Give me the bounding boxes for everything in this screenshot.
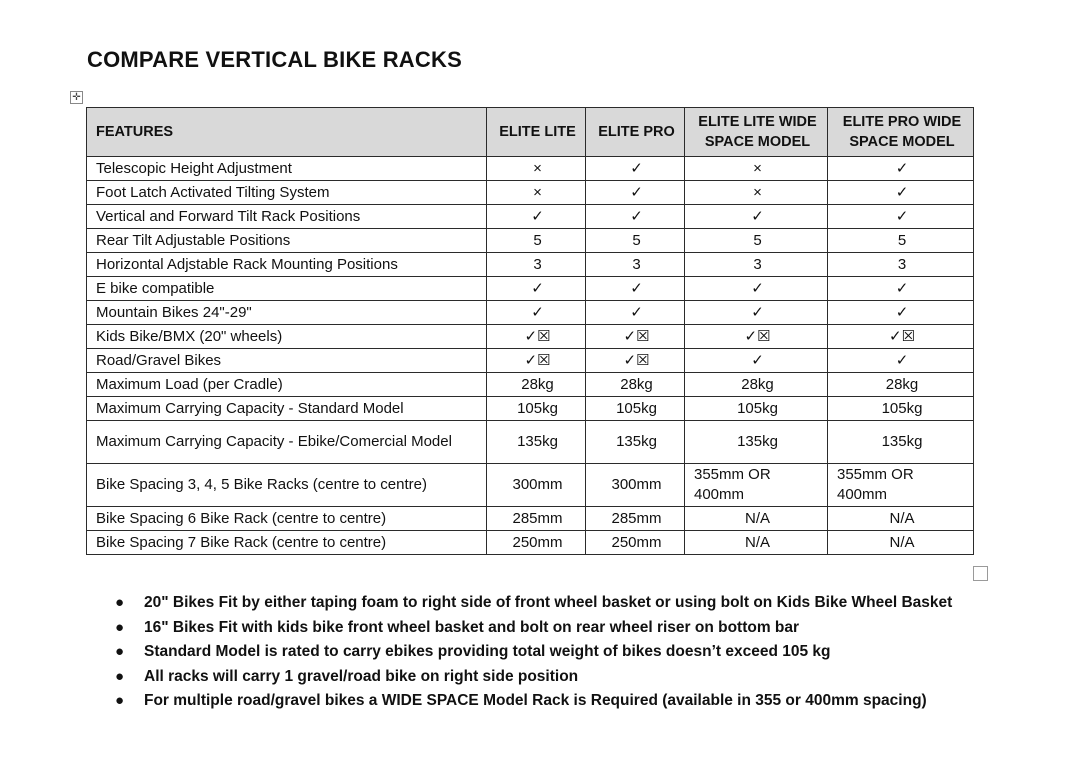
table-cell: 5	[828, 229, 974, 253]
note-text: For multiple road/gravel bikes a WIDE SPACE Model Rack is Required (available in 355 or 400mm spacing)	[144, 692, 927, 709]
feature-label: Rear Tilt Adjustable Positions	[87, 229, 487, 253]
table-cell: 300mm	[487, 464, 586, 507]
table-cell: ✓	[685, 277, 828, 301]
table-cell: ✓	[586, 157, 685, 181]
table-cell: ✓	[586, 205, 685, 229]
table-row	[87, 373, 974, 397]
table-cell: N/A	[828, 507, 974, 531]
table-cell: 135kg	[586, 421, 685, 464]
table-cell: 28kg	[586, 373, 685, 397]
table-cell: 355mm OR 400mm	[828, 464, 974, 507]
table-row	[87, 253, 974, 277]
table-row	[87, 397, 974, 421]
note-text: 16" Bikes Fit with kids bike front wheel basket and bolt on rear wheel riser on bottom bar	[144, 618, 800, 636]
bullet-icon: ●	[115, 594, 125, 611]
page-title: COMPARE VERTICAL BIKE RACKS	[87, 47, 462, 72]
table-cell: ✓☒	[586, 325, 685, 349]
table-row	[87, 277, 974, 301]
feature-label: Vertical and Forward Tilt Rack Positions	[87, 205, 487, 229]
table-cell: ×	[685, 157, 828, 181]
feature-label: Foot Latch Activated Tilting System	[87, 181, 487, 205]
table-cell: ✓	[828, 181, 974, 205]
table-cell: N/A	[685, 507, 828, 531]
table-cell: ×	[487, 181, 586, 205]
list-item	[113, 616, 952, 641]
table-cell: N/A	[685, 531, 828, 555]
table-resize-handle-icon[interactable]	[973, 566, 988, 581]
table-cell: ×	[487, 157, 586, 181]
feature-label: Bike Spacing 3, 4, 5 Bike Racks (centre to centre)	[87, 464, 487, 507]
note-text: All racks will carry 1 gravel/road bike on right side position	[144, 667, 579, 685]
table-cell: ✓	[828, 349, 974, 373]
feature-label: Maximum Carrying Capacity - Ebike/Comercial Model	[87, 421, 487, 464]
note-text: Standard Model is rated to carry ebikes providing total weight of bikes doesn’t exceed 105 kg	[144, 643, 831, 660]
notes-list	[113, 591, 952, 714]
table-cell: 300mm	[586, 464, 685, 507]
table-cell: 3	[828, 253, 974, 277]
table-cell: ✓	[586, 301, 685, 325]
table-cell: ✓	[828, 277, 974, 301]
table-cell: 105kg	[828, 397, 974, 421]
table-row	[87, 507, 974, 531]
table-cell: ×	[685, 181, 828, 205]
header-elite-lite-wide: ELITE LITE WIDE SPACE MODEL	[685, 108, 828, 157]
table-move-handle-icon[interactable]: ✛	[70, 91, 83, 104]
table-cell: 285mm	[487, 507, 586, 531]
bullet-icon: ●	[115, 643, 125, 660]
table-cell: 105kg	[487, 397, 586, 421]
header-elite-lite: ELITE LITE	[487, 108, 586, 157]
feature-label: E bike compatible	[87, 277, 487, 301]
feature-label: Mountain Bikes 24"-29"	[87, 301, 487, 325]
table-cell: 105kg	[586, 397, 685, 421]
table-cell: 250mm	[586, 531, 685, 555]
table-cell: 105kg	[685, 397, 828, 421]
feature-label: Bike Spacing 6 Bike Rack (centre to centre)	[87, 507, 487, 531]
header-elite-pro: ELITE PRO	[586, 108, 685, 157]
table-cell: 3	[685, 253, 828, 277]
feature-label: Telescopic Height Adjustment	[87, 157, 487, 181]
table-row	[87, 325, 974, 349]
table-cell: ✓☒	[828, 325, 974, 349]
feature-label: Horizontal Adjstable Rack Mounting Positions	[87, 253, 487, 277]
table-cell: 5	[487, 229, 586, 253]
table-cell: ✓	[685, 205, 828, 229]
table-row	[87, 157, 974, 181]
table-cell: 28kg	[487, 373, 586, 397]
table-cell: 285mm	[586, 507, 685, 531]
table-cell: ✓	[685, 301, 828, 325]
list-item	[113, 591, 952, 616]
feature-label: Maximum Carrying Capacity - Standard Model	[87, 397, 487, 421]
table-cell: 28kg	[685, 373, 828, 397]
table-row	[87, 181, 974, 205]
table-cell: 355mm OR 400mm	[685, 464, 828, 507]
list-item	[113, 689, 952, 714]
table-row	[87, 205, 974, 229]
bullet-icon: ●	[115, 692, 125, 709]
bullet-icon: ●	[115, 667, 125, 685]
table-cell: 3	[487, 253, 586, 277]
list-item	[113, 640, 952, 665]
header-elite-pro-wide: ELITE PRO WIDE SPACE MODEL	[828, 108, 974, 157]
table-row	[87, 421, 974, 464]
header-features: FEATURES	[87, 108, 487, 157]
feature-label: Kids Bike/BMX (20" wheels)	[87, 325, 487, 349]
table-row	[87, 301, 974, 325]
table-cell: N/A	[828, 531, 974, 555]
feature-label: Maximum Load (per Cradle)	[87, 373, 487, 397]
table-cell: ✓	[828, 205, 974, 229]
table-cell: ✓	[586, 181, 685, 205]
table-cell: ✓	[487, 277, 586, 301]
table-header-row	[87, 108, 974, 157]
note-text: 20" Bikes Fit by either taping foam to right side of front wheel basket or using bolt on Kids Bike Wheel Basket	[144, 594, 953, 611]
table-cell: 135kg	[685, 421, 828, 464]
table-cell: ✓	[487, 205, 586, 229]
table-cell: 5	[685, 229, 828, 253]
table-cell: 3	[586, 253, 685, 277]
table-cell: 135kg	[487, 421, 586, 464]
table-cell: ✓☒	[487, 349, 586, 373]
table-row	[87, 464, 974, 507]
table-row	[87, 229, 974, 253]
table-cell: 250mm	[487, 531, 586, 555]
feature-label: Bike Spacing 7 Bike Rack (centre to centre)	[87, 531, 487, 555]
table-cell: 135kg	[828, 421, 974, 464]
table-cell: ✓	[828, 301, 974, 325]
comparison-table	[86, 107, 974, 555]
list-item	[113, 665, 952, 690]
table-row	[87, 531, 974, 555]
bullet-icon: ●	[115, 618, 125, 636]
table-cell: ✓☒	[487, 325, 586, 349]
feature-label: Road/Gravel Bikes	[87, 349, 487, 373]
table-cell: 5	[586, 229, 685, 253]
table-cell: ✓☒	[586, 349, 685, 373]
table-cell: ✓	[586, 277, 685, 301]
table-row	[87, 349, 974, 373]
table-cell: ✓	[685, 349, 828, 373]
table-cell: ✓☒	[685, 325, 828, 349]
table-cell: ✓	[828, 157, 974, 181]
table-cell: 28kg	[828, 373, 974, 397]
table-cell: ✓	[487, 301, 586, 325]
